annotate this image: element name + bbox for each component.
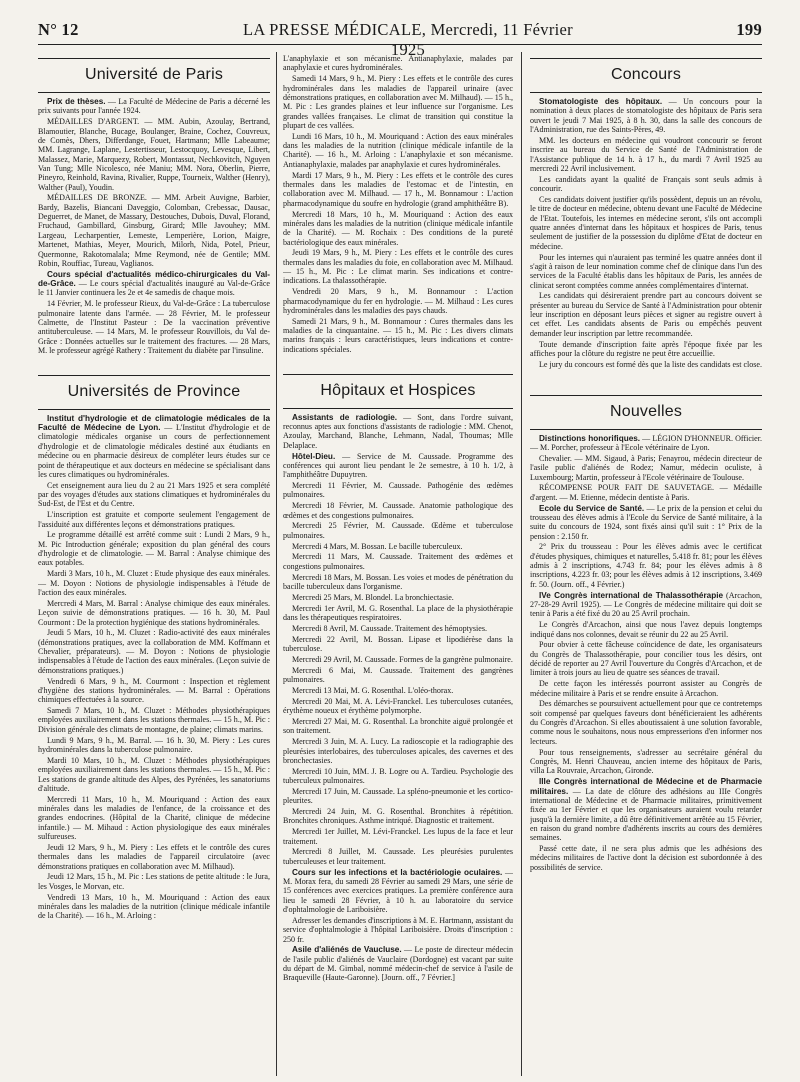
article-paragraph bbox=[38, 414, 270, 479]
section-rule bbox=[530, 429, 762, 430]
article-paragraph: L'inscription est gratuite et comporte seulement l'engagement de l'assiduité aux différentes leçons et démonstrations pratiques. bbox=[38, 510, 270, 529]
article-paragraph: Jeudi 12 Mars, 9 h., M. Piery : Les effets et le contrôle des cures thermales dans les maladies de l'appareil circulatoire (avec démonstrations pratiques en collaboration avec M. Milhaud). bbox=[38, 842, 270, 871]
article-paragraph: Mercredi 4 Mars, M. Bossan. Le bacille tuberculeux. bbox=[292, 541, 463, 551]
article-text: — L'Institut d'hydrologie et de climatologie médicales organise un cours de perfectionnement d'hydrologie et de climatologie médicales destiné aux étudiants en médecine ou en pharmacie désireux de compléter leurs études sur ce point de thérapeutique et aux docteurs en médecine se spécialisant dans les cures climatiques ou hydrominérales. bbox=[38, 423, 270, 479]
article-paragraph: Mercredi 8 Juillet, M. Caussade. Les pleurésies purulentes tuberculeuses et leur traitement. bbox=[283, 847, 513, 866]
section-rule bbox=[283, 374, 513, 375]
article-paragraph: Mercredi 11 Mars, 10 h., M. Mouriquand : Action des eaux minérales dans les maladies de l'enfance, de la croissance et des grandes endocrines. (Hôpital de la Charité, clinique de médecine infantile.) — M. Mihaud : Action physiologique des eaux minérales sulfureuses. bbox=[38, 794, 270, 842]
section-rule bbox=[283, 408, 513, 409]
section-rule bbox=[530, 58, 762, 59]
article-heading: IVe Congrès international de Thalassothérapie bbox=[539, 590, 724, 600]
article-paragraph: Les candidats ayant la qualité de Français sont seuls admis à concourir. bbox=[530, 174, 762, 194]
section-rule bbox=[38, 375, 270, 376]
article-paragraph: Passé cette date, il ne sera plus admis que les adhésions des médecins militaires de l'active dont la décision est subordonnée à des possibilités de service. bbox=[530, 844, 762, 872]
article-paragraph: Mercredi 25 Mars, M. Blondel. La bronchiectasie. bbox=[292, 592, 454, 602]
section-title-universite-paris: Université de Paris bbox=[84, 66, 224, 83]
article-paragraph: Mercredi 11 Février, M. Caussade. Pathogénie des œdèmes pulmonaires. bbox=[283, 481, 513, 500]
article-heading: Distinctions honorifiques. bbox=[539, 433, 641, 443]
article-paragraph: Mercredi 18 Mars, M. Bossan. Les voies et modes de pénétration du bacille tuberculeux dans l'organisme. bbox=[283, 572, 513, 591]
article-paragraph: Mercredi 11 Mars, M. Caussade. Traitement des œdèmes et congestions pulmonaires. bbox=[283, 552, 513, 571]
article-paragraph: Lundi 9 Mars, 9 h., M. Barral. — 16 h. 30, M. Piery : Les cures hydrominérales dans la tuberculose pulmonaire. bbox=[38, 735, 270, 754]
article-paragraph bbox=[530, 591, 762, 619]
article-paragraph: Lundi 16 Mars, 10 h., M. Mouriquand : Action des eaux minérales dans les maladies de la nutrition (clinique médicale infantile de la Charité). — 16 h., M. Arloing : L'anaphylaxie et son mécanisme. Antianaphylaxie, malades par anaphylaxie et cures hydrominérales. bbox=[283, 131, 513, 169]
article-paragraph: Vendredi 13 Mars, 10 h., M. Mouriquand : Action des eaux minérales dans les maladies de la nutrition (clinique médicale infantile de la Charité). — 16 h., M. Arloing : bbox=[38, 892, 270, 921]
section-rule bbox=[38, 409, 270, 410]
article-paragraph: Les candidats qui désireraient prendre part au concours doivent se présenter au bureau du Service de Santé à l'Administration pour obtenir leur inscription en déposant leurs pièces et signer au registre ouvert à cet effet. Les candidats absents de Paris ou empêchés peuvent demander leur inscription par lettre recommandée. bbox=[530, 291, 762, 338]
column-middle bbox=[283, 54, 513, 1076]
column-divider-1 bbox=[276, 52, 277, 1076]
article-paragraph: Pour les internes qui n'auraient pas terminé les quatre années dont il s'agit à raison de leur nomination comme chef de clinique dans l'un des services de la Faculté établis dans les hôpitaux de Paris, les années de clinicat seront comptées comme années complémentaires d'internat. bbox=[530, 252, 762, 290]
section-rule bbox=[530, 395, 762, 396]
article-text: — La date de clôture des adhésions au IIIe Congrès international de Médecine et de Pharmacie militaires, primitivement fixée au 1er Février et que les organisateurs auraient voulu retarder jusqu'à la dernière limite, a dû être définitivement arrêtée au 15 Février, en raison du grand nombre d'adhérents inscrits au cours des dernières semaines. bbox=[530, 786, 762, 843]
article-text: — Le cours spécial d'actualités inauguré au Val-de-Grâce le 11 Janvier continuera les 2e et 4e samedis de chaque mois. bbox=[38, 279, 270, 298]
article-paragraph bbox=[283, 413, 513, 450]
article-paragraph: Des démarches se poursuivent actuellement pour que ce contretemps soit compensé par quelques faveurs dont bénéficieraient les adhérents du Congrès d'Arcachon. Si elles aboutissaient à une solution favorable, comme nous le souhaitons, nous nous empresserions d'en informer nos lecteurs. bbox=[530, 699, 762, 746]
column-divider-2 bbox=[521, 52, 522, 1076]
article-paragraph bbox=[283, 868, 513, 915]
article-heading: Cours sur les infections et la bactériologie oculaires. bbox=[292, 867, 503, 877]
section-title-universites-province: Universités de Province bbox=[67, 382, 241, 400]
article-paragraph bbox=[530, 97, 762, 134]
article-paragraph: Mercredi 29 Avril, M. Caussade. Formes de la gangrène pulmonaire. bbox=[292, 654, 513, 664]
journal-title-date: LA PRESSE MÉDICALE, Mercredi, 11 Février 1925 bbox=[243, 20, 573, 59]
article-paragraph: Le jury du concours est formé dès que la liste des candidats est close. bbox=[539, 359, 762, 369]
article-paragraph: MÉDAILLES D'ARGENT. — MM. Aubin, Azoulay, Bertrand, Blamoutier, Blanche, Bucage, Boulanger, Braine, Cochez, Couvreux, de Comès, Dhers, Differdange, Fouet, Hartmann; Mlle Labeaume; MM. Lagrange, Laplane, Lestertisseur, Lestocquoy, Levesque, Libert, Malassez, Marie, Marquezy, Robert, Montassut, Nechkovitch, Nguyen Van Tung; Mlle Nicolesco, née Maniu; MM. Nora, Oberlin, Pierre, Pineyro, Reinhold, Ravina, Rivalier, Ruppe, Tourneix, Walther (Henry), Walther (Paul), Youdin. bbox=[38, 117, 270, 192]
article-heading: Cours spécial d'actualités médico-chirurgicales du Val-de-Grâce. bbox=[38, 269, 270, 289]
article-paragraph: Cet enseignement aura lieu du 2 au 21 Mars 1925 et sera complété par des voyages d'études aux stations climatiques et hydrominérales du Sud-Est, de l'Est et du Centre. bbox=[38, 480, 270, 509]
article-paragraph: Mercredi 22 Avril, M. Bossan. Lipase et lipodiérèse dans la tuberculose. bbox=[283, 634, 513, 654]
section-title-hopitaux-hospices: Hôpitaux et Hospices bbox=[320, 381, 476, 399]
article-heading: Ecole du Service de Santé. bbox=[539, 503, 645, 513]
article-paragraph: Samedi 14 Mars, 9 h., M. Piery : Les effets et le contrôle des cures hydrominérales dans les maladies de l'appareil urinaire (avec démonstrations pratiques, en collaboration avec M. Milhaud). — 15 h., M. Pic : Les grandes plaines et leur influence sur l'organisme. Les grandes vallées françaises. Le climat de transition qui constitue la plupart de ces vallées. bbox=[283, 74, 513, 130]
article-text: (Arcachon, 27-28-29 Avril 1925). — Le Congrès de médecine militaire qui doit se tenir à Paris a été fixé du 20 au 25 Avril prochain. bbox=[530, 590, 762, 619]
article-text: — LÉGION D'HONNEUR. Officier. — M. Porcher, professeur à l'Ecole vétérinaire de Lyon. bbox=[530, 433, 762, 452]
article-paragraph: Mercredi 18 Mars, 10 h., M. Mouriquand : Action des eaux minérales dans les maladies de la nutrition (clinique médicale infantile de la Charité). — M. Rochaix : Des conditions de la pureté bactériologique des eaux minérales. bbox=[283, 209, 513, 247]
article-paragraph: Mercredi 13 Mai, M. G. Rosenthal. L'oléo-thorax. bbox=[292, 685, 454, 695]
article-heading: Hôtel-Dieu. bbox=[292, 451, 336, 461]
article-paragraph: L'anaphylaxie et son mécanisme. Antianaphylaxie, malades par anaphylaxie et cures hydrominérales. bbox=[283, 54, 513, 73]
article-paragraph: Pour tous renseignements, s'adresser au secrétaire général du Congrès, M. Henri Chauveau, ancien interne des hôpitaux de Paris, villa La Rouvraie, Arcachon, Gironde. bbox=[530, 747, 762, 776]
article-paragraph: RÉCOMPENSE POUR FAIT DE SAUVETAGE. — Médaille d'argent. — M. Etienne, médecin dentiste à Paris. bbox=[530, 483, 762, 502]
article-text: — Service de M. Caussade. Programme des conférences qui auront lieu pendant le 2e semestre, à 10 h. 1/2, à l'amphithéâtre Dupuytren. bbox=[283, 451, 513, 480]
article-paragraph: Pour obvier à cette fâcheuse coïncidence de date, les organisateurs du Congrès de Thalassothérapie, pour concilier tous les désirs, ont décidé de reporter au 27 Avril l'ouverture du Congrès d'Arcachon, et de limiter à trois jours au lieu de quatre ses séances de travail. bbox=[530, 640, 762, 678]
column-right bbox=[530, 54, 762, 1076]
article-paragraph: Samedi 7 Mars, 10 h., M. Cluzet : Méthodes physiothérapiques employées auxiliairement dans les stations thermales. — 15 h., M. Pic : Division générale des climats de montagne, de plaine; climats marins. bbox=[38, 706, 270, 734]
article-paragraph bbox=[530, 434, 762, 453]
section-title-nouvelles: Nouvelles bbox=[609, 402, 683, 420]
article-paragraph: Mercredi 24 Juin, M. G. Rosenthal. Bronchites à répétition. Bronchites chroniques. Asthme intriqué. Diagnostic et traitement. bbox=[283, 807, 513, 826]
article-heading: Assistants de radiologie. bbox=[292, 412, 398, 422]
column-left bbox=[38, 54, 270, 1076]
article-text: — Un concours pour la nomination à deux places de stomatologiste des hôpitaux de Paris sera ouvert le jeudi 7 Mai 1925, à 8 h. 30, dans la salle des concours de l'Administration, rue des Saints-Pères, 49. bbox=[530, 97, 762, 135]
article-text: — Le prix de la pension et celui du trousseau des élèves admis à l'Ecole du Service de Santé militaire, à la suite du concours de 1924, sont fixés ainsi qu'il suit : 1° Prix de la pension : 2.150 fr. bbox=[530, 503, 762, 541]
page-header bbox=[38, 14, 762, 59]
article-paragraph: 14 Février, M. le professeur Rieux, du Val-de-Grâce : La tuberculose pulmonaire latente dans l'armée. — 28 Février, M. le professeur Calmette, de l'Institut Pasteur : De la vaccination préventive antituberculeuse. — 14 Mars, M. le professeur Rouvillois, du Val de-Grâce : Données actuelles sur le traitement des fractures. — 28 Mars, M. le professeur agrégé Rathery : Traitement du diabète par l'insuline. bbox=[38, 299, 270, 355]
article-paragraph: Jeudi 12 Mars, 15 h., M. Pic : Les stations de petite altitude : le Jura, les Vosges, le Morvan, etc. bbox=[38, 872, 270, 891]
article-paragraph: Mercredi 27 Mai, M. G. Rosenthal. La bronchite aiguë prolongée et son traitement. bbox=[283, 716, 513, 736]
article-paragraph: Mardi 17 Mars, 9 h., M. Piery : Les effets et le contrôle des cures thermales dans les maladies de l'estomac et de l'intestin, en collaboration avec M. Milhaud. — 17 h., M. Bonnamour : L'action pharmacodynamique du soufre en hydrologie (grand amphithéâtre B). bbox=[283, 170, 513, 208]
section-rule bbox=[530, 92, 762, 93]
article-heading: Institut d'hydrologie et de climatologie médicales de la Faculté de Médecine de Lyon. bbox=[38, 413, 270, 433]
article-paragraph: MM. les docteurs en médecine qui voudront concourir se feront inscrire au bureau du Service de Santé de l'Administration de l'Assistance publique de 14 h. à 17 h., du mardi 7 Avril 1925 au mercredi 22 Avril inclusivement. bbox=[530, 135, 762, 173]
article-paragraph: Mercredi 8 Avril, M. Caussade. Traitement des hémoptysies. bbox=[292, 623, 487, 633]
article-paragraph bbox=[283, 452, 513, 480]
article-paragraph bbox=[530, 777, 762, 842]
article-paragraph: Mardi 3 Mars, 10 h., M. Cluzet : Etude physique des eaux minérales. — M. Doyon : Notions de physiologie indispensables à l'étude de l'action des eaux minérales. bbox=[38, 569, 270, 597]
article-paragraph: Mercredi 1er Juillet, M. Lévi-Franckel. Les lupus de la face et leur traitement. bbox=[283, 827, 513, 846]
article-paragraph: Le programme détaillé est arrêté comme suit : Lundi 2 Mars, 9 h., M. Pic Introduction générale; exposition du plan général des cours d'hydrologie et de climatologie. — M. Barral : Analyse chimique des eaux potables. bbox=[38, 530, 270, 568]
article-paragraph bbox=[283, 945, 513, 982]
article-paragraph: Vendredi 20 Mars, 9 h., M. Bonnamour : L'action pharmacodynamique du fer en hydrologie. — M. Milhaud : Les cures hydrominérales dans les maladies des pays chauds. bbox=[283, 287, 513, 315]
article-paragraph: MÉDAILLES DE BRONZE. — MM. Arbeit Auvigne, Barbier, Bardy, Bazelis, Biancani Daveggio, Colomban, Crebessac, Dausac, Deguerret, de Manet, de Massary, Destouches, Dubois, Duval, Florand, Fruchaud, Gambillard, Ginsburg, Girard; Mlle Javouhey; MM. Largeau, Lecharpentier, Lemeste, Lemperière, Lorion, Maigre, Martenet, Mathias, Meyer, Mourich, Milorh, Nida, Potel, Prieur, Quermonne, Rakotomalala; Mme Reymond, née de Gentile; MM. Robin, Rouffiac, Tureau, Vaglianos. bbox=[38, 193, 270, 268]
article-text: — Sont, dans l'ordre suivant, reconnus aptes aux fonctions d'assistants de radiologie : MM. Chenot, Azoulay, Marchand, Blanche, Lehmann, Nadal, Thoumas; Mlle Delaplace. bbox=[283, 412, 513, 450]
section-title-concours: Concours bbox=[610, 66, 682, 83]
article-paragraph: 2° Prix du trousseau : Pour les élèves admis avec le certificat d'études physiques, chimiques et naturelles, 5.418 fr. 81; pour les élèves admis à 2 inscriptions, 4.743 fr. 84; pour les élèves admis à 8 inscriptions, 4.223 fr. 03; pour les élèves admis à 12 inscriptions, 3.469 fr. 50. (Journ. off., 4 Février.) bbox=[530, 542, 762, 589]
article-paragraph: Jeudi 5 Mars, 10 h., M. Cluzet : Radio-activité des eaux minérales (démonstrations pratiques, avec la collaboration de MM. Koffmann et Chevalier, préparateurs). — M. Doyon : Notions de physiologie indispensables à l'étude de l'action des eaux minérales. (Leçon suivie de démonstrations pratiques.) bbox=[38, 628, 270, 675]
article-paragraph bbox=[38, 97, 270, 116]
article-paragraph: Adresser les demandes d'inscriptions à M. E. Hartmann, assistant du service d'ophtalmologie à l'hôpital Lariboisière. Droits d'inscription : 250 fr. bbox=[283, 915, 513, 944]
article-paragraph: Mercredi 18 Février, M. Caussade. Anatomie pathologique des œdèmes et des congestions pulmonaires. bbox=[283, 501, 513, 520]
article-paragraph: Ces candidats doivent justifier qu'ils possèdent, depuis un an révolu, le titre de docteur en médecine, obtenu devant une Faculté de Médecine de l'Etat. Toutefois, les internes en médecine seront, s'ils ont accompli quatre années d'internat dans les hôpitaux et hospices de Paris, tenus seulement de justifier de la possession du diplôme d'Etat de docteur en médecine. bbox=[530, 194, 762, 251]
article-paragraph bbox=[38, 270, 270, 298]
article-paragraph: Le Congrès d'Arcachon, ainsi que nous l'avez depuis longtemps indiqué dans nos colonnes, devait se réunir du 22 au 25 Avril. bbox=[530, 620, 762, 639]
article-text: — La Faculté de Médecine de Paris a décerné les prix suivants pour l'année 1924. bbox=[38, 97, 270, 116]
article-paragraph: Mercredi 17 Juin, M. Caussade. La spléno-pneumonie et les cortico-pleurites. bbox=[283, 786, 513, 806]
page-number: 199 bbox=[736, 20, 762, 39]
article-heading: Stomatologiste des hôpitaux. bbox=[539, 97, 663, 106]
article-paragraph: Mercredi 4 Mars, M. Barral : Analyse chimique des eaux minérales. Leçon suivie de démonstrations pratiques. — 16 h. 30, M. Paul Courmont : De la protection hygiénique des stations hydrominérales. bbox=[38, 598, 270, 627]
section-rule bbox=[38, 92, 270, 93]
article-paragraph: Vendredi 6 Mars, 9 h., M. Courmont : Inspection et règlement d'hygiène des stations hydrominérales. — M. Barral : Opérations chimiques effectuées à la source. bbox=[38, 676, 270, 705]
article-paragraph bbox=[530, 504, 762, 541]
article-paragraph: Toute demande d'inscription faite après l'époque fixée par les affiches pour la clôture du registre ne peut être accueillie. bbox=[530, 339, 762, 358]
section-rule bbox=[38, 58, 270, 59]
article-paragraph: Mardi 10 Mars, 10 h., M. Cluzet : Méthodes physiothérapiques employées auxiliairement dans les stations thermales. — 15 h., M. Pic : Les stations de grande altitude des Alpes, des Pyrénées, les sanatoriums d'altitude. bbox=[38, 755, 270, 793]
article-paragraph: Samedi 21 Mars, 9 h., M. Bonnamour : Cures thermales dans les maladies de la cinquantaine. — 15 h., M. Pic : Les divers climats marins français : leurs caractéristiques, leurs indications et contre-indications spéciales. bbox=[283, 316, 513, 354]
article-paragraph: Mercredi 25 Février, M. Caussade. Œdème et tuberculose pulmonaires. bbox=[283, 521, 513, 540]
article-heading: Prix de thèses. bbox=[47, 97, 106, 106]
article-heading: Asile d'aliénés de Vaucluse. bbox=[292, 945, 402, 955]
article-paragraph: Mercredi 10 Juin, MM. J. B. Logre ou A. Tardieu. Psychologie des tuberculeux pulmonaires. bbox=[283, 766, 513, 786]
article-heading: IIIe Congrès international de Médecine et de Pharmacie militaires. bbox=[530, 777, 762, 796]
article-paragraph: De cette façon les intéressés pourront assister au Congrès de médecine militaire à Paris et se rendre ensuite à Arcachon. bbox=[530, 679, 762, 698]
article-paragraph: Mercredi 6 Mai, M. Caussade. Traitement des gangrènes pulmonaires. bbox=[283, 665, 513, 685]
article-paragraph: Mercredi 20 Mai, M. A. Lévi-Franckel. Les tuberculoses cutanées, érythème noueux et érythème polymorphe. bbox=[283, 696, 513, 716]
article-paragraph: Chevalier. — MM. Sigaud, à Paris; Fenayrou, médecin directeur de l'asile public d'aliénés de Rodez; Namur, médecin oculiste, à Luxembourg; Martin, professeur à l'Ecole vétérinaire de Toulouse. bbox=[530, 453, 762, 482]
article-paragraph: Mercredi 1er Avril, M. G. Rosenthal. La place de la physiothérapie dans les thérapeutiques respiratoires. bbox=[283, 603, 513, 623]
article-paragraph: Jeudi 19 Mars, 9 h., M. Piery : Les effets et le contrôle des cures thermales dans les maladies du foie, en collaboration avec M. Milhaud. — 15 h., M. Pic : Le climat marin. Ses indications et contre-indications. La thalassothérapie. bbox=[283, 248, 513, 286]
article-paragraph: Mercredi 3 Juin, M. A. Lucy. La radioscopie et la radiographie des pleurésies interlobaires, des tuberculoses apicales, des cavernes et des bronchectasies. bbox=[283, 737, 513, 765]
article-text: — M. Morax fera, du samedi 28 Février au samedi 29 Mars, une série de 15 conférences avec exercices pratiques. La première conférence aura lieu le samedi 28 Février, à 10 h. au laboratoire du service d'ophtalmologie de Lariboisière. bbox=[283, 867, 513, 914]
article-text: — Le poste de directeur médecin de l'asile public d'aliénés de Vauclaire (Dordogne) est vacant par suite du départ de M. Gimbal, nommé médecin-chef de service à l'asile de Braqueville (Haute-Garonne). [Journ. off., 7 Février.] bbox=[283, 945, 513, 983]
issue-number: N° 12 bbox=[38, 20, 79, 39]
